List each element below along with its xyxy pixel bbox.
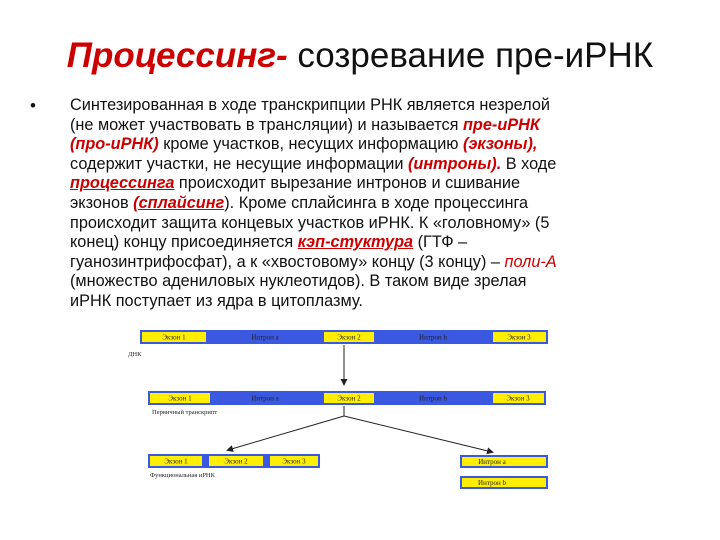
text-run: Синтезированная в ходе транскрипции РНК является незрелой [70, 96, 550, 114]
text-run: (ГТФ – [413, 233, 468, 252]
text-run: В ходе [501, 154, 557, 173]
mature-seg-label: Экзон 3 [282, 457, 306, 466]
diagram-panel [126, 326, 549, 526]
title-accent: Процессинг- [66, 36, 288, 75]
primary-seg-label: Экзон 3 [506, 394, 530, 403]
primary-seg-label: Интрон b [419, 394, 447, 403]
mature-mrna-label: Функциональная иРНК [150, 472, 215, 479]
excised-intron-label: Интрон b [478, 479, 506, 487]
mature-mrna-bar [148, 454, 320, 468]
text-run: конец) концу присоединяется [70, 233, 298, 252]
text-run: происходит защита концевых участков иРНК. К «головному» (5 [70, 213, 550, 232]
excised-intron-a [460, 455, 548, 468]
dna-bar [140, 330, 548, 344]
dna-seg-label: Экзон 2 [337, 333, 361, 342]
text-run: иРНК поступает из ядра в цитоплазму. [70, 291, 363, 310]
title-rest: созревание пре-иРНК [287, 36, 654, 75]
bullet-marker: • [30, 96, 36, 115]
primary-seg-label: Экзон 2 [337, 394, 361, 403]
dna-seg-label: Экзон 3 [507, 333, 531, 342]
excised-intron-label: Интрон а [478, 458, 506, 466]
term-poly-a: поли-А [504, 252, 557, 271]
term-pro-mrna: (про-иРНК) [70, 135, 159, 154]
text-run: экзонов [70, 193, 134, 212]
text-run: происходит вырезание интронов и сшивание [174, 174, 521, 193]
dna-seg-label: Интрон b [419, 333, 447, 342]
text-run: ). [224, 193, 235, 212]
dna-seg-label: Интрон а [251, 333, 279, 342]
primary-seg-label: Интрон а [251, 394, 279, 403]
dna-seg-label: Экзон 1 [162, 333, 186, 342]
term-cap-structure: кэп-стуктура [297, 233, 414, 252]
excised-intron-b [460, 476, 548, 489]
mature-seg-label: Экзон 1 [164, 457, 188, 466]
text-run: кроме участков, несущих информацию [158, 135, 464, 154]
term-pre-mrna: пре-иРНК [462, 115, 540, 134]
primary-transcript-label: Первичный транскрипт [152, 409, 218, 416]
term-exons: (экзоны), [463, 135, 538, 154]
text-run: (множество адениловых нуклеотидов). В таком виде зрелая [70, 272, 527, 291]
primary-transcript-bar [148, 391, 546, 405]
text-run: Кроме сплайсинга в ходе процессинга [234, 193, 529, 212]
mature-seg-label: Экзон 2 [224, 457, 248, 466]
dna-label: ДНК [128, 351, 142, 358]
text-run: содержит участки, не несущие информации [70, 154, 408, 173]
term-splicing: (сплайсинг [133, 193, 225, 212]
term-introns: (интроны). [407, 154, 502, 173]
text-run: (не может участвовать в трансляции) и называется [70, 115, 463, 134]
primary-seg-label: Экзон 1 [168, 394, 192, 403]
text-run: гуанозинтрифосфат), а к «хвостовому» концу (3 концу) – [70, 252, 505, 271]
term-processing: процессинга [70, 174, 175, 193]
